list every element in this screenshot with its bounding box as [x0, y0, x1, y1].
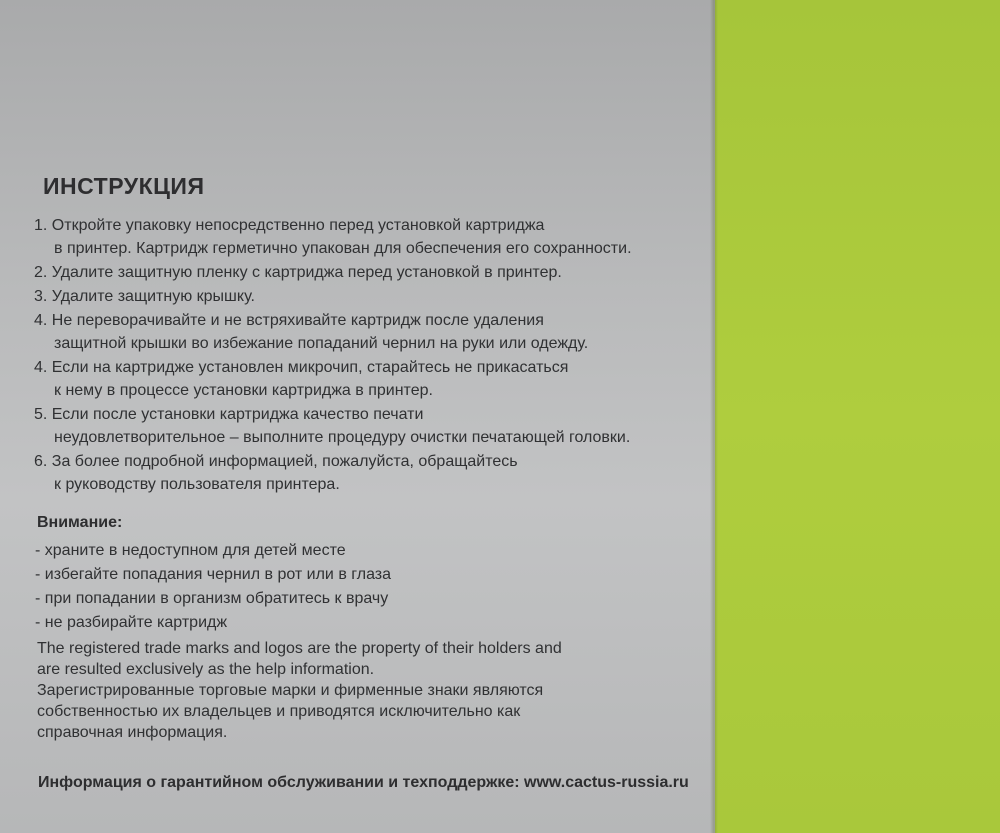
warning-title: Внимание:	[37, 514, 123, 531]
disclaimer-ru-line: справочная информация.	[37, 724, 228, 741]
trademark-disclaimer	[37, 638, 707, 743]
instruction-heading: ИНСТРУКЦИЯ	[43, 173, 205, 199]
disclaimer-ru-line: Зарегистрированные торговые марки и фирменные знаки являются	[37, 682, 544, 699]
instruction-list	[34, 214, 704, 497]
panel-fold	[710, 0, 718, 833]
instruction-text-cont: к руководству пользователя принтера.	[54, 476, 340, 493]
instruction-text-cont: защитной крышки во избежание попаданий чернил на руки или одежду.	[54, 335, 589, 352]
warning-item: - храните в недоступном для детей месте	[35, 542, 346, 559]
instruction-item-2	[34, 261, 704, 284]
instruction-item-5	[34, 403, 704, 449]
instruction-item-4	[34, 309, 704, 355]
green-panel	[715, 0, 1000, 833]
disclaimer-ru-line: собственностью их владельцев и приводятся исключительно как	[37, 703, 521, 720]
instruction-text-cont: неудовлетворительное – выполните процедуру очистки печатающей головки.	[54, 429, 631, 446]
disclaimer-en-line: are resulted exclusively as the help information.	[37, 661, 375, 678]
instruction-text-cont: к нему в процессе установки картриджа в принтер.	[54, 382, 433, 399]
warning-item: - избегайте попадания чернил в рот или в глаза	[35, 566, 392, 583]
instruction-item-4b	[34, 356, 704, 402]
instruction-text: 2. Удалите защитную пленку с картриджа перед установкой в принтер.	[34, 264, 562, 281]
warning-item: - не разбирайте картридж	[35, 614, 228, 631]
disclaimer-en-line: The registered trade marks and logos are the property of their holders and	[37, 640, 562, 657]
warning-list	[35, 539, 391, 635]
instruction-text: 6. За более подробной информацией, пожалуйста, обращайтесь	[34, 453, 518, 470]
instruction-text: 4. Не переворачивайте и не встряхивайте картридж после удаления	[34, 312, 544, 329]
warning-item: - при попадании в организм обратитесь к врачу	[35, 590, 389, 607]
instruction-item-3	[34, 285, 704, 308]
support-info: Информация о гарантийном обслуживании и техподдержке: www.cactus-russia.ru	[38, 774, 689, 791]
instruction-item-1	[34, 214, 704, 260]
instruction-text: 1. Откройте упаковку непосредственно перед установкой картриджа	[34, 217, 545, 234]
instruction-text: 3. Удалите защитную крышку.	[34, 288, 255, 305]
instruction-text: 4. Если на картридже установлен микрочип, старайтесь не прикасаться	[34, 359, 569, 376]
instruction-item-6	[34, 450, 704, 496]
instruction-text-cont: в принтер. Картридж герметично упакован для обеспечения его сохранности.	[54, 240, 632, 257]
instruction-text: 5. Если после установки картриджа качество печати	[34, 406, 424, 423]
